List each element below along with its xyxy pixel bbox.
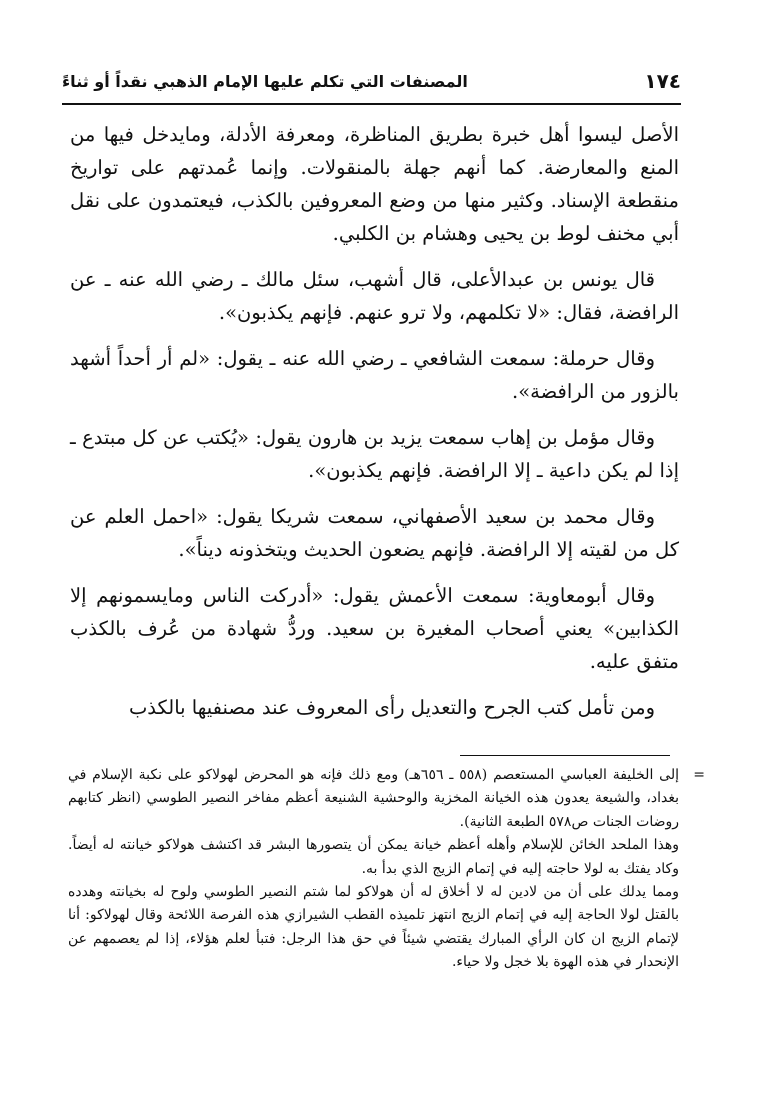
body-paragraph: الأصل ليسوا أهل خبرة بطريق المناظرة، ومعرفة الأدلة، ومايدخل فيها من المنع والمعارضة. كما أنهم جهلة بالمنقولات. وإنما عُمدتهم على تواريخ منقطعة الإسناد. وكثير منها من وضع المعروفين بالكذب، فيعتمدون على نقل أبي مخنف لوط بن يحيى وهشام بن الكلبي.	[70, 123, 679, 245]
running-title: المصنفات التي تكلم عليها الإمام الذهبي نقداً أو ثناءً	[62, 71, 468, 91]
header-rule	[62, 103, 681, 105]
footnote-separator	[460, 755, 670, 756]
body-paragraph: وقال أبومعاوية: سمعت الأعمش يقول: «أدركت الناس ومايسمونهم إلا الكذابين» يعني أصحاب المغيرة بن سعيد. وردُّ شهادة من عُرف بالكذب متفق عليه.	[70, 584, 679, 673]
body-paragraph: ومن تأمل كتب الجرح والتعديل رأى المعروف عند مصنفيها بالكذب	[128, 696, 655, 719]
body-paragraph: وقال مؤمل بن إهاب سمعت يزيد بن هارون يقول: «يُكتب عن كل مبتدع ـ إذا لم يكن داعية ـ إلا الرافضة. فإنهم يكذبون».	[70, 426, 679, 482]
body-paragraph: وقال محمد بن سعيد الأصفهاني، سمعت شريكا يقول: «احمل العلم عن كل من لقيته إلا الرافضة. فإنهم يضعون الحديث ويتخذونه ديناً».	[70, 505, 679, 561]
footnote-continuation-marker: =	[693, 767, 705, 783]
page-header	[62, 66, 681, 96]
body-paragraph: قال يونس بن عبدالأعلى، قال أشهب، سئل مالك ـ رضي الله عنه ـ عن الرافضة، فقال: «لا تكلمهم، ولا ترو عنهم. فإنهم يكذبون».	[70, 268, 679, 324]
footnote-paragraph: وهذا الملحد الخائن للإسلام وأهله أعظم خيانة يمكن أن يتصورها البشر قد اكتشف هولاكو خيانته له أيضاً. وكاد يفتك به لولا حاجته إليه في إتمام الزيج الذي بدأ به.	[68, 837, 679, 877]
page-number: ١٧٤	[644, 69, 681, 93]
footnotes	[68, 764, 705, 975]
footnote-paragraph: إلى الخليفة العباسي المستعصم (٥٥٨ ـ ٦٥٦هـ) ومع ذلك فإنه هو المحرض لهولاكو على نكبة الإسلام في بغداد، والشيعة يعدون هذه الخيانة المخزية والوحشية الشنيعة أعظم مفاخر النصير الطوسي (انظر كتابهم روضات الجنات ص٥٧٨ الطبعة الثانية).	[68, 767, 680, 830]
footnote-paragraph: ومما يدلك على أن من لادين له لا أخلاق له أن هولاكو لما شتم النصير الطوسي ولوح له بخيانته وهدده بالقتل لولا الحاجة إليه في إتمام الزيج انتهز تلميذه القطب الشيرازي هذه الفرصة اللائحة وقال لهولاكو: أنا لإتمام الزيج ان كان الرأي المبارك يقتضي شيئاً في حق هذا الرجل: فتبأ لعلم هؤلاء، إذا لم يعصمهم عن الإنحدار في هذه الهوة بلا خجل ولا حياء.	[68, 884, 679, 971]
main-text	[70, 118, 679, 737]
body-paragraph: وقال حرملة: سمعت الشافعي ـ رضي الله عنه ـ يقول: «لم أر أحداً أشهد بالزور من الرافضة».	[70, 347, 679, 403]
